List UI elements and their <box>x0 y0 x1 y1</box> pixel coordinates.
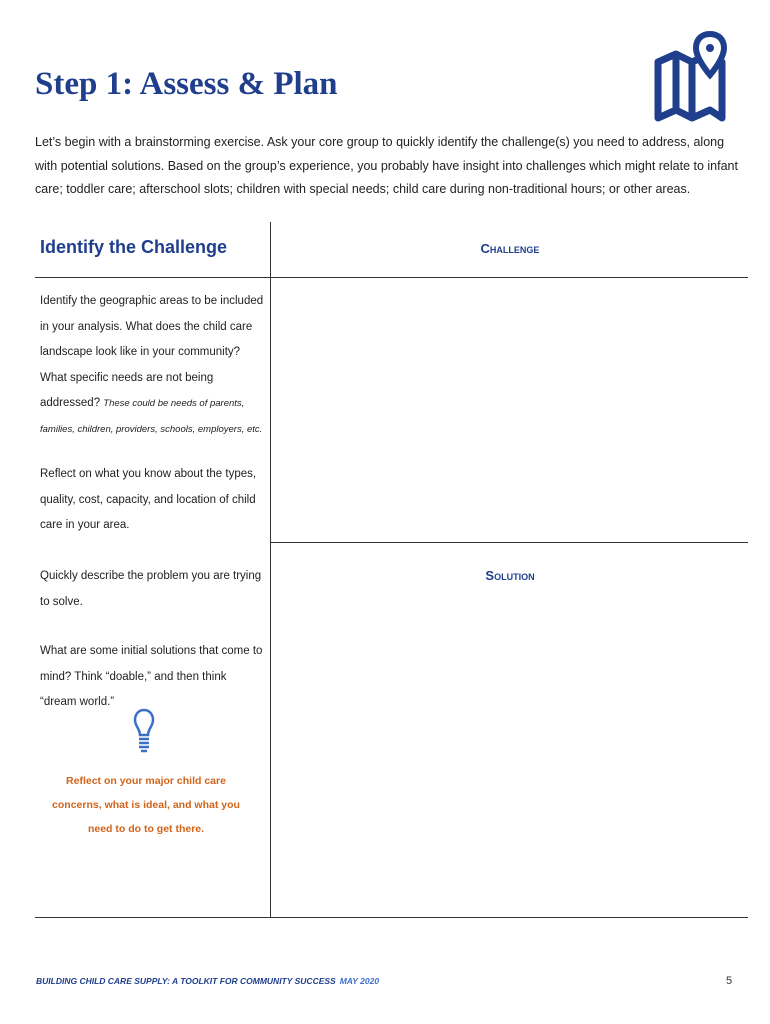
reflect-prompt: Reflect on what you know about the types, quality, cost, capacity, and location of child care in your area. <box>40 468 257 531</box>
map-pin-icon <box>652 30 728 122</box>
callout-text: Reflect on your major child care concerns, what is ideal, and what you need to do to get there. <box>52 775 240 835</box>
table-bottom-divider <box>35 917 748 918</box>
needs-examples-note: These could be needs of parents, families, children, providers, schools, employers, etc. <box>40 398 263 435</box>
solution-heading: Solution <box>485 568 535 583</box>
geographic-areas-prompt <box>40 289 266 442</box>
footer-date: MAY 2020 <box>339 976 380 986</box>
footer-title: BUILDING CHILD CARE SUPPLY: A TOOLKIT FOR COMMUNITY SUCCESS <box>36 976 336 986</box>
describe-problem-prompt: Quickly describe the problem you are trying to solve. <box>40 570 262 608</box>
challenge-heading: Challenge <box>480 241 540 256</box>
footer <box>36 976 379 986</box>
initial-solutions-prompt: What are some initial solutions that come to mind? Think “doable,” and then think “dream world.” <box>40 645 263 708</box>
challenge-solution-divider <box>271 542 748 543</box>
table-vertical-divider <box>270 222 271 918</box>
geographic-areas-text: Identify the geographic areas to be included in your analysis. What does the child care landscape look like in your community? What specific needs are not being addressed? <box>40 295 264 409</box>
page-title: Step 1: Assess & Plan <box>35 66 338 102</box>
intro-paragraph: Let’s begin with a brainstorming exercise. Ask your core group to quickly identify the challenge(s) you need to address, along with potential solutions. Based on the group’s experience, you probably have insight into challenges which might relate to infant care; toddler care; afterschool slots; children with special needs; child care during non-traditional hours; or other areas. <box>35 135 738 196</box>
identify-challenge-heading: Identify the Challenge <box>40 237 228 257</box>
table-header-divider <box>35 277 748 278</box>
lightbulb-icon <box>133 708 155 754</box>
page-number: 5 <box>726 975 733 987</box>
